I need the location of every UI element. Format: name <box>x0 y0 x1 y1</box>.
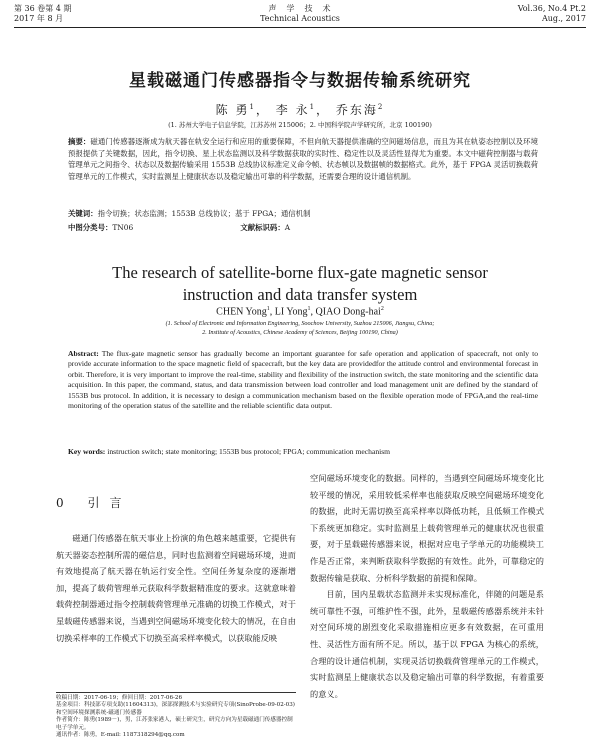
clc-field <box>68 222 238 233</box>
abstract-cn <box>68 136 538 182</box>
body-paragraph: 空间磁场环境变化的数据。同样的，当遇到空间磁场环境变化比较平缓的情况，采用较低采样率也能获取反映空间磁场环境变化的数据，此时无需切换至高采样率以降低功耗，且低频工作模式下系统更加稳定。实时监测星上载荷管理单元的健康状况也很重要，对于星载磁传感器来说，根据对应电子学单元的功能模块工作是否正常，来判断获取科学数据的有效性。此外，可靠稳定的数据传输是获取、分析科学数据的前提和保障。 <box>310 473 544 583</box>
author-affil-mark: 2 <box>380 306 384 312</box>
abstract-text-cn: 磁通门传感器逐渐成为航天器在轨安全运行和应用的重要保障，不但向航天器提供准确的空间磁场信息，而且为其在轨姿态控制以及环境预报提供了关键数据，因此，指令切换、星上状态监测以及科学数据获取的实时性、稳定性以及灵活性显得尤为重要。本文中磁荷控制器与载荷管理单元之间指令、状态以及数据传输采用 1553B 总线协议标准定义命令帧、状态帧以及数据帧的数据格式。此外，基于 FPGA 灵活切换载荷管理单元的工作模式，实时监测星上健康状态以及稳定输出可靠的科学数据，还需要合理的设计通信机制。 <box>68 137 538 181</box>
keywords-en <box>68 447 538 457</box>
volume-issue-en: Vol.36, No.4 Pt.2 <box>517 4 586 13</box>
affiliation-line: 2. Institute of Acoustics, Chinese Academy of Sciences, Beijing 100190, China) <box>202 328 398 336</box>
clc-label: 中图分类号： <box>68 223 113 232</box>
footnote-received: 收稿日期：2017-06-19；修回日期：2017-06-26 <box>56 695 183 701</box>
doc-code-label: 文献标识码： <box>240 223 285 232</box>
affiliation-en <box>0 320 600 337</box>
author-list-cn: 陈 勇$^1$， 李 永$^1$， 乔东海$^2$ <box>215 103 385 117</box>
paper-title-cn: 星载磁通门传感器指令与数据传输系统研究 <box>129 71 471 91</box>
footnote-fund: 基金项目：科技部专项支助(11604313)，深部探测技术与实验研究专项(SinoProbe-09-02-03)和空间环境探测系统-磁通门传感器 <box>56 702 295 716</box>
keywords-label-cn: 关键词： <box>68 209 98 218</box>
keywords-label-en: Key words: <box>68 447 106 456</box>
keywords-text-cn: 指令切换；状态监测；1553B 总线协议；基于 FPGA；通信机制 <box>97 209 311 218</box>
title-line: instruction and data transfer system <box>182 285 418 304</box>
abstract-text-en: The flux-gate magnetic sensor has gradually become an important guarantee for safe operation and application of spacecraft, not only to provide accurate information to the space magnetic field of spacecraft, but the key data are providedfor the attitude control and environmental forecast in orbit. Therefore, it is very important to improve the real-time, stability and flexibility of the instruction switch, the state monitoring and the scientific data acquisition. In this paper, the command, status, and data transmission between load controller and load management unit are defined by the standard of 1553B bus protocol. In addition, it is necessary to design a communication mechanism based on the flexible operation mode of FPGA,and the real-time monitoring of the operation status of the satellite and the reliable scientific data output. <box>68 349 538 411</box>
author-affil-mark: 1 <box>266 306 270 312</box>
classification-line <box>68 222 538 233</box>
body-paragraph: 目前，国内星载状态监测并未实现标准化，伴随的问题是系统可靠性不强，可维护性不强，此外，星载磁传感器系统并未针对空间环境的剧烈变化采取措施相应更多有效数据，在可重用性、灵活性方面有所不足。所以，基于以 FPGA 为核心的系统，合理的设计通信机制，实现灵活切换载荷管理单元的工作模式，实时监测星上健康状态以及稳定输出可靠的科学数据，有着重要的意义。 <box>310 589 544 699</box>
journal-issue-info-en <box>518 4 586 24</box>
abstract-label-cn: 摘要： <box>68 137 91 146</box>
abstract-en <box>68 349 538 411</box>
abstract-label-en: Abstract: <box>68 349 99 358</box>
keywords-text-en: instruction switch; state monitoring; 1553B bus protocol; FPGA; communication mechanism <box>107 447 391 456</box>
footnote-author: 作者简介：陈勇(1989－)，男，江苏张家港人，硕士研究生，研究方向为星载磁通门传感器控制电子学单元。 <box>56 717 293 731</box>
author-name: 乔东海 <box>335 103 378 117</box>
issue-date: 2017 年 8 月 <box>14 14 64 23</box>
author-affil-mark: 1 <box>309 103 317 111</box>
author-affil-mark: 1 <box>249 103 256 111</box>
author-name: 李 永 <box>275 103 310 117</box>
paper-title-en <box>0 262 600 306</box>
issue-date-en: Aug., 2017 <box>541 14 586 23</box>
footnote-rule <box>56 692 296 693</box>
journal-name-cn: 声 学 技 术 <box>268 4 332 13</box>
author-affil-mark: 2 <box>377 103 385 111</box>
footnote-contact: 通讯作者：陈勇，E-mail: 1187318294@qq.com <box>56 732 185 738</box>
author-name: QIAO Dong-hai <box>315 306 381 318</box>
clc-value: TN06 <box>112 223 134 232</box>
journal-name-en: Technical Acoustics <box>260 14 340 23</box>
affiliation-line: (1. School of Electronic and Information Engineering, Soochow University, Suzhou 215006, Jiangsu, China; <box>165 320 435 327</box>
affiliation-cn: (1. 苏州大学电子信息学院，江苏苏州 215006；2. 中国科学院声学研究所，北京 100190) <box>168 121 432 129</box>
footnote <box>56 695 296 738</box>
body-paragraph: 磁通门传感器在航天事业上扮演的角色越来越重要，它提供有航天器姿态控制所需的磁信息，同时也监测着空间磁场环境，进而有效地提高了航天器在轨运行安全性。空间任务复杂度的逐渐增加，提高了载荷管理单元获取科学数据精准度的要求。这就意味着载荷控制器通过指令控制载荷管理单元准确的切换工作模式，对于星载磁传感器来说，当遇到空间磁场环境变化较大的情况，在自由切换采样率的工作模式下切换至高采样率模式，以获取能反映 <box>56 533 296 643</box>
body-column-left <box>56 530 296 646</box>
doc-code-field <box>240 222 290 233</box>
author-name: LI Yong <box>274 306 308 318</box>
author-affil-mark: 1 <box>307 306 311 312</box>
header-rule <box>14 27 586 28</box>
keywords-cn <box>68 208 538 219</box>
doc-code-value: A <box>284 223 291 232</box>
author-list-en: CHEN Yong$^1$, LI Yong$^1$, QIAO Dong-hai$^2$ <box>216 306 384 318</box>
title-line: The research of satellite-borne flux-gate magnetic sensor <box>112 263 488 282</box>
section-heading: 0 引言 <box>56 496 132 510</box>
author-name: CHEN Yong <box>216 306 267 318</box>
body-column-right <box>310 470 544 702</box>
volume-issue: 第 36 卷第 4 期 <box>14 4 72 13</box>
author-name: 陈 勇 <box>215 103 250 117</box>
running-header <box>14 4 586 26</box>
journal-name <box>14 4 586 24</box>
